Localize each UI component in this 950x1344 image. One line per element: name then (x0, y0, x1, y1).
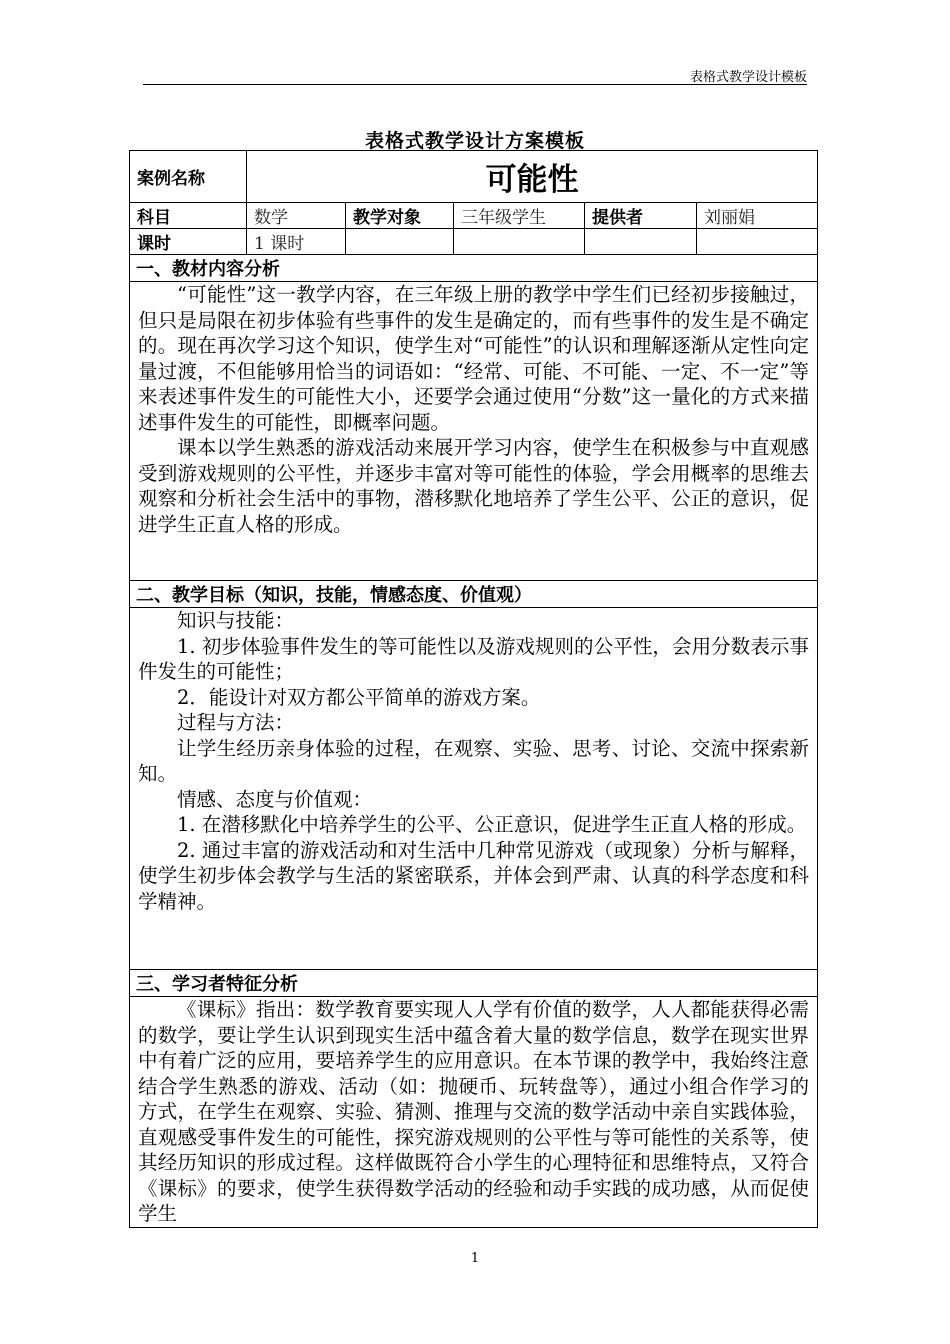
hours-value: 1 课时 (247, 229, 346, 255)
target-label: 教学对象 (346, 203, 454, 229)
document-title: 表格式教学设计方案模板 (364, 130, 585, 152)
section-heading-row (130, 255, 818, 282)
paragraph: 过程与方法： (177, 711, 295, 734)
subject-label: 科目 (130, 203, 247, 229)
section-1-heading: 一、教材内容分析 (130, 255, 818, 282)
case-name-row (130, 151, 818, 203)
subject-value: 数学 (247, 203, 346, 229)
paragraph: 1. 初步体验事件发生的等可能性以及游戏规则的公平性，会用分数表示事件发生的可能性； (138, 634, 810, 683)
header-rule (143, 84, 807, 85)
section-body-row (130, 282, 818, 581)
paragraph: 1. 在潜移默化中培养学生的公平、公正意识，促进学生正直人格的形成。 (177, 813, 807, 836)
empty-cell (697, 229, 818, 255)
section-3-body (130, 997, 818, 1228)
paragraph: 2. 通过丰富的游戏活动和对生活中几种常见游戏（或现象）分析与解释，使学生初步体会教学与生活的紧密联系，并体会到严肃、认真的科学态度和科学精神。 (138, 838, 810, 913)
empty-cell (585, 229, 697, 255)
paragraph: 课本以学生熟悉的游戏活动来展开学习内容，使学生在积极参与中直观感受到游戏规则的公平性，并逐步丰富对等可能性的体验，学会用概率的思维去观察和分析社会生活中的事物，潜移默化地培养了学生公平、公正的意识，促进学生正直人格的形成。 (138, 436, 810, 536)
target-value: 三年级学生 (454, 203, 585, 229)
paragraph: 《课标》指出：数学教育要实现人人学有价值的数学，人人都能获得必需的数学，要让学生认识到现实生活中蕴含着大量的数学信息，数学在现实世界中有着广泛的应用，要培养学生的应用意识。在本节课的教学中，我始终注意结合学生熟悉的游戏、活动（如：抛硬币、玩转盘等），通过小组合作学习的方式，在学生在观察、实验、猜测、推理与交流的数学活动中亲自实践体验，直观感受事件发生的可能性，探究游戏规则的公平性与等可能性的关系等，使其经历知识的形成过程。这样做既符合小学生的心理特征和思维特点，又符合《课标》的要求，使学生获得数学活动的经验和动手实践的成功感，从而促使学生 (138, 998, 810, 1225)
provider-value: 刘丽娟 (697, 203, 818, 229)
lesson-plan-table (129, 150, 818, 1228)
subject-row (130, 203, 818, 229)
case-name-value: 可能性 (247, 151, 818, 203)
section-heading-row (130, 581, 818, 608)
paragraph: 让学生经历亲身体验的过程，在观察、实验、思考、讨论、交流中探索新知。 (138, 736, 810, 785)
hours-label: 课时 (130, 229, 247, 255)
provider-label: 提供者 (585, 203, 697, 229)
section-heading-row (130, 970, 818, 997)
section-2-heading: 二、教学目标（知识，技能，情感态度、价值观） (130, 581, 818, 608)
empty-cell (454, 229, 585, 255)
empty-cell (346, 229, 454, 255)
case-name-label: 案例名称 (130, 151, 247, 203)
paragraph: 情感、态度与价值观： (177, 787, 373, 811)
section-body-row (130, 608, 818, 970)
paragraph: 知识与技能： (177, 609, 295, 632)
section-2-body (130, 608, 818, 970)
hours-row (130, 229, 818, 255)
section-1-body (130, 282, 818, 581)
page-number: 1 (470, 1251, 480, 1266)
paragraph: “可能性”这一教学内容，在三年级上册的教学中学生们已经初步接触过，但只是局限在初步体验有些事件的发生是确定的，而有些事件的发生是不确定的。现在再次学习这个知识，使学生对“可能性”的认识和理解逐渐从定性向定量过渡，不但能够用恰当的词语如：“经常、可能、不可能、一定、不一定”等来表述事件发生的可能性大小，还要学会通过使用“分数”这一量化的方式来描述事件发生的可能性，即概率问题。 (138, 283, 810, 434)
paragraph: 2．能设计对双方都公平简单的游戏方案。 (177, 685, 541, 709)
running-header: 表格式教学设计模板 (689, 70, 807, 85)
section-3-heading: 三、学习者特征分析 (130, 970, 818, 997)
section-body-row (130, 997, 818, 1228)
